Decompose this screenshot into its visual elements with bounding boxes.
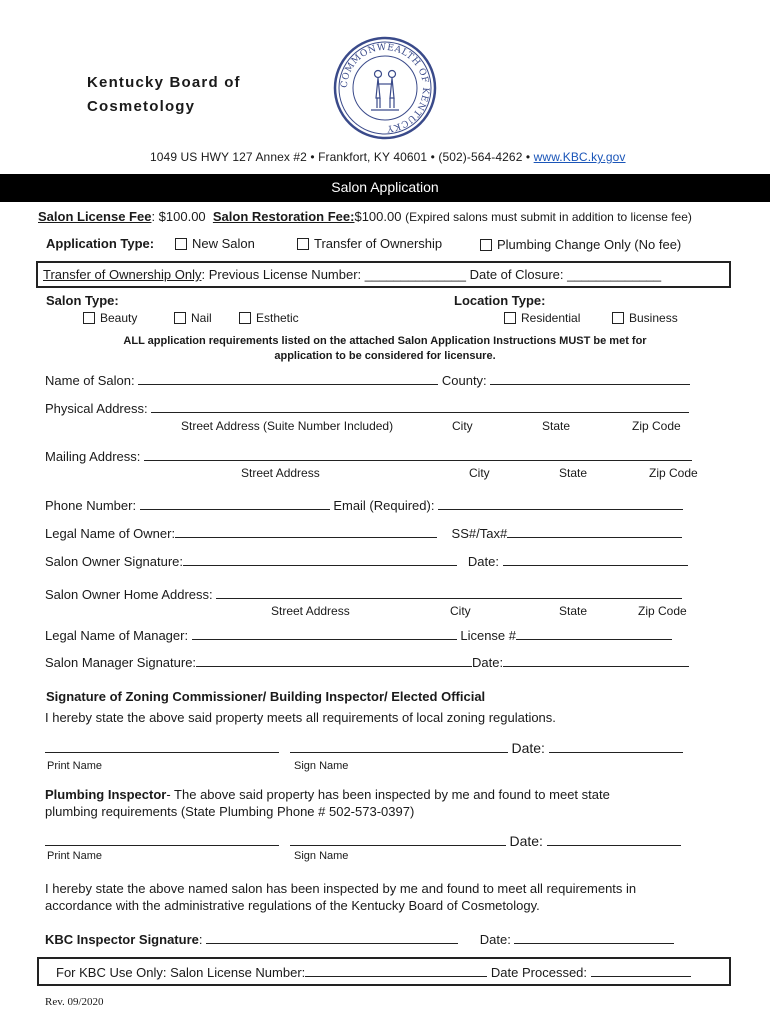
zoning-statement: I hereby state the above said property meets all requirements of local zoning regulations. (45, 710, 556, 725)
inspection-line1: I hereby state the above named salon has been inspected by me and found to meet all requirements in (45, 881, 637, 896)
restoration-fee-label: Salon Restoration Fee: (212, 209, 355, 224)
phone-label: Phone Number: (45, 498, 137, 513)
checkbox-esthetic[interactable]: Esthetic (239, 311, 299, 325)
phone-input[interactable] (140, 497, 330, 510)
office-date-label: Date Processed: (490, 965, 588, 980)
owner-signature-row (45, 553, 688, 569)
org-name-line1: Kentucky Board of (87, 74, 241, 91)
zoning-sign-input[interactable] (290, 740, 508, 753)
home-state-sublabel: State (559, 604, 588, 618)
org-name-line2: Cosmetology (87, 98, 196, 115)
office-date-input[interactable] (591, 964, 691, 977)
email-label: Email (Required): (333, 498, 435, 513)
physical-street-sublabel: Street Address (Suite Number Included) (181, 419, 394, 433)
kbc-inspector-row: KBC Inspector Signature: Date: (45, 931, 674, 947)
physical-address-row (45, 400, 689, 416)
email-input[interactable] (438, 497, 683, 510)
restoration-note: (Expired salons must submit in addition to license fee) (405, 210, 692, 224)
zoning-sign-name-label: Sign Name (294, 760, 349, 772)
checkbox-new-salon[interactable]: New Salon (175, 236, 255, 251)
fees-row (38, 209, 692, 224)
manager-signature-row (45, 654, 689, 670)
ss-tax-label: SS#/Tax# (451, 526, 508, 541)
revision-label: Rev. 09/2020 (45, 996, 104, 1008)
manager-signature-input[interactable] (196, 654, 472, 667)
checkbox-plumbing-change[interactable]: Plumbing Change Only (No fee) (480, 237, 681, 252)
checkbox-transfer-ownership[interactable]: Transfer of Ownership (297, 236, 442, 251)
zoning-date-label: Date: (511, 740, 545, 756)
license-fee-amount: : $100.00 (151, 209, 206, 224)
manager-name-label: Legal Name of Manager: (45, 628, 189, 643)
plumbing-text-line2: plumbing requirements (State Plumbing Phone # 502-573-0397) (45, 804, 415, 819)
zoning-date-input[interactable] (549, 740, 683, 753)
mailing-address-row (45, 448, 692, 464)
physical-address-label: Physical Address: (45, 401, 148, 416)
website-link[interactable]: www.KBC.ky.gov (533, 150, 626, 164)
zoning-print-name-label: Print Name (47, 760, 103, 772)
mailing-address-input[interactable] (144, 448, 692, 461)
mailing-street-sublabel: Street Address (241, 466, 320, 480)
plumbing-date-input[interactable] (547, 833, 681, 846)
mailing-state-sublabel: State (559, 466, 588, 480)
plumbing-text-line1: - The above said property has been inspected by me and found to meet state (166, 787, 610, 802)
salon-type-label: Salon Type: (46, 293, 119, 308)
home-zip-sublabel: Zip Code (638, 604, 687, 618)
physical-city-sublabel: City (452, 419, 473, 433)
phone-email-row (45, 497, 683, 513)
office-license-label: For KBC Use Only: Salon License Number: (56, 965, 306, 980)
transfer-fields[interactable]: : Previous License Number: ______________ Date of Closure: _____________ (201, 267, 662, 282)
plumbing-line1 (45, 787, 610, 802)
home-city-sublabel: City (450, 604, 471, 618)
office-use-row (56, 964, 691, 980)
kbc-inspector-label: KBC Inspector Signature (45, 932, 199, 947)
plumbing-print-name-label: Print Name (47, 850, 103, 862)
mailing-zip-sublabel: Zip Code (649, 466, 698, 480)
checkbox-business[interactable]: Business (612, 311, 678, 325)
owner-date-input[interactable] (503, 553, 688, 566)
seal-text: COMMONWEALTH OF KENTUCKY (339, 42, 431, 134)
manager-row (45, 627, 672, 643)
location-type-label: Location Type: (454, 293, 546, 308)
zoning-print-input[interactable] (45, 740, 279, 753)
plumbing-title: Plumbing Inspector (45, 787, 167, 802)
kbc-inspector-input[interactable] (206, 931, 458, 944)
checkbox-nail[interactable]: Nail (174, 311, 212, 325)
home-street-sublabel: Street Address (271, 604, 350, 618)
kbc-date-input[interactable] (514, 931, 674, 944)
manager-date-label: Date: (472, 655, 504, 670)
requirements-note-line1: ALL application requirements listed on the attached Salon Application Instructions MUST be met for (123, 335, 647, 347)
manager-date-input[interactable] (503, 654, 689, 667)
physical-zip-sublabel: Zip Code (632, 419, 681, 433)
plumbing-sign-input[interactable] (290, 833, 506, 846)
mailing-city-sublabel: City (469, 466, 490, 480)
salon-name-input[interactable] (138, 372, 438, 385)
page-title: Salon Application (331, 179, 439, 195)
owner-signature-input[interactable] (183, 553, 457, 566)
owner-home-label: Salon Owner Home Address: (45, 587, 213, 602)
owner-home-input[interactable] (216, 586, 682, 599)
address-line (150, 150, 626, 164)
restoration-fee-amount: $100.00 (354, 209, 402, 224)
application-type-label: Application Type: (46, 236, 155, 251)
ss-tax-input[interactable] (507, 525, 682, 538)
kentucky-seal (333, 36, 437, 140)
office-license-input[interactable] (305, 964, 487, 977)
manager-signature-label: Salon Manager Signature: (45, 655, 197, 670)
zoning-signature-row (45, 740, 683, 756)
requirements-note-line2: application to be considered for licensure. (274, 350, 496, 362)
salon-name-row (45, 372, 690, 388)
owner-row (45, 525, 682, 541)
owner-date-label: Date: (467, 554, 499, 569)
plumbing-sign-name-label: Sign Name (294, 850, 349, 862)
checkbox-residential[interactable]: Residential (504, 311, 580, 325)
license-input[interactable] (516, 627, 672, 640)
plumbing-signature-row (45, 833, 681, 849)
county-input[interactable] (490, 372, 690, 385)
manager-name-input[interactable] (192, 627, 457, 640)
checkbox-beauty[interactable]: Beauty (83, 311, 137, 325)
mailing-address-label: Mailing Address: (45, 449, 141, 464)
plumbing-print-input[interactable] (45, 833, 279, 846)
owner-name-label: Legal Name of Owner: (45, 526, 176, 541)
inspection-line2: accordance with the administrative regulations of the Kentucky Board of Cosmetology. (45, 898, 540, 913)
plumbing-date-label: Date: (509, 833, 543, 849)
transfer-label: Transfer of Ownership Only (43, 267, 202, 282)
license-fee-label: Salon License Fee (38, 209, 152, 224)
county-label: County: (441, 373, 487, 388)
owner-home-row (45, 586, 682, 602)
address-text: 1049 US HWY 127 Annex #2 • Frankfort, KY 40601 • (502)-564-4262 • (150, 150, 534, 164)
physical-state-sublabel: State (542, 419, 571, 433)
license-label: License # (460, 628, 516, 643)
physical-address-input[interactable] (151, 400, 689, 413)
salon-name-label: Name of Salon: (45, 373, 135, 388)
transfer-row (43, 267, 661, 282)
owner-name-input[interactable] (175, 525, 437, 538)
title-banner (0, 174, 770, 202)
zoning-title: Signature of Zoning Commissioner/ Building Inspector/ Elected Official (46, 689, 486, 704)
kbc-date-label: Date: (479, 932, 511, 947)
owner-signature-label: Salon Owner Signature: (45, 554, 184, 569)
